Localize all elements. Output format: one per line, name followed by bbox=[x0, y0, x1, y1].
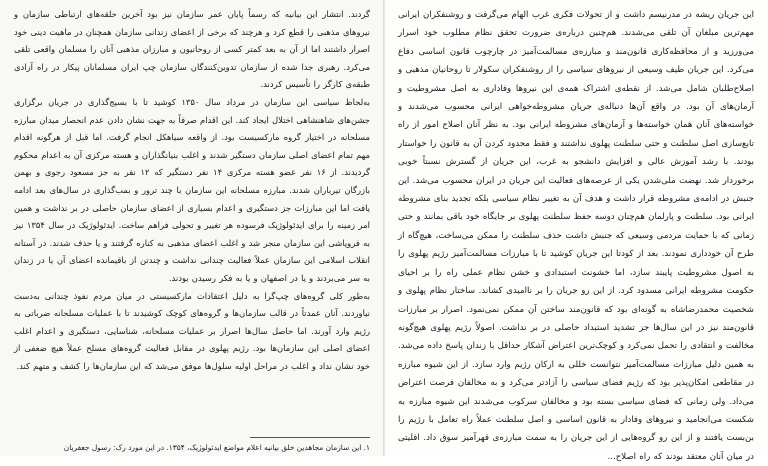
footnote-divider bbox=[250, 437, 370, 438]
footnote: ۱. این سازمان مجاهدین خلق بیانیه اعلام مواضع ایدئولوژیک، ۱۳۵۴. در این مورد رک: رسول جعفریان bbox=[63, 443, 370, 452]
left-page-paragraph-2: به‌لحاظ سیاسی این سازمان در مرداد سال ۱۳۵۰ کوشید تا با بسیج‌گذاری در جریان برگزاری جشن‌های شاهنشاهی اختلال ایجاد کند. این اقدام صرفاً به جهت نشان دادن عدم انحصار میدان مبارزه مسلحانه در اختیار گروه مارکسیست بود. از واقعه سیاهکل انجام گرفت. اما قبل از هرگونه اقدام مهم تمام اعضای اصلی سازمان دستگیر شدند و اغلب بنیانگذاران و هسته مرکزی آن به اعدام محکوم گردیدند. از ۱۶ نفر عضو هسته مرکزی ۱۴ نفر دستگیر که ۱۲ نفر به جز مسعود رجوی و بهمن بازرگان تیرباران شدند. مبارزه مسلحانه این سازمان با چند ترور و بمب‌گذاری در سال‌های بعد ادامه یافت اما این مبارزات جز دستگیری و اعدام بسیاری از اعضای سازمان حاصلی در بر نداشت و همین امر زمینه را برای ایدئولوژیک فرسوده هر تغییر و تحولی فراهم ساخت. ایدئولوژیک در سال ۱۳۵۴ نیز به فروپاشی این سازمان منجر شد و اغلب اعضای مذهبی به کناره گرفتند و یا حذف شدند. در آستانه انقلاب اسلامی این سازمان عملاً فعالیت چندانی نداشت و چندتن از باقیمانده اعضای آن یا در زندان به سر می‌بردند و یا در اصفهان و یا به فکر رسیدن بودند. bbox=[14, 96, 370, 283]
book-gutter bbox=[383, 0, 385, 456]
left-page-paragraph-3: به‌طور کلی گروه‌های چپ‌گرا به دلیل اعتقادات مارکسیستی در میان مردم نفوذ چندانی به‌دست نیاوردند. آنان عمدتاً در قالب سازمان‌ها و گروه‌های کوچک کوشیدند تا با عملیات مسلحانه ضرباتی به رژیم وارد آورند. اما حاصل سال‌ها اصرار بر عملیات مسلحانه، شناسایی، دستگیری و اعدام اغلب اعضای اصلی این سازمان‌ها بود. رژیم پهلوی در مقابل فعالیت گروه‌های مسلح عملاً هیچ ضعفی از خود نشان نداد و اغلب در مراحل اولیه سلول‌ها موفق می‌شد که این سازمان‌ها را کشف و متهم کند. bbox=[14, 290, 370, 371]
right-page bbox=[384, 0, 768, 462]
right-page-paragraph-1: این جریان ریشه در مدرنیسم داشت و از تحولات فکری غرب الهام می‌گرفت و روشنفکران ایرانی مهم‌ترین مبلغان آن تلقی می‌شدند. هم‌چنین درباره‌ی ضرورت تحقق نظام مطلوب خود اسرار می‌ورزید و از محافظه‌کاری قانون‌مند و مبارزه‌ی مسالمت‌آمیز در چارچوب قانون اساسی دفاع می‌کرد. این جریان طیف وسیعی از نیروهای سیاسی را از روشنفکران سکولار تا روحانیان مذهبی و اصلاح‌طلبان شامل می‌شد. از نقطه‌ی اشتراک همه‌ی این نیروها وفاداری به اصل مشروطیت و آرمان‌های آن بود. در واقع آن‌ها دنباله‌ی جریان مشروطه‌خواهی ایرانی محسوب می‌شدند و خواسته‌های آنان همان خواسته‌ها و آرمان‌های مشروطه ایرانی بود. به نظر آنان اصلاح امور از راه تابع‌سازی اصل سلطنت و حتی سلطنت پهلوی نداشتند و فقط محدود کردن آن به قانون را خواستار بودند. با رشد آموزش عالی و افزایش دانشجو به غرب، این جریان از گسترش نسبتاً خوبی برخوردار شد. نهضت ملی‌شدن یکی از عرصه‌های فعالیت این جریان در ایران محسوب می‌شد. این جنبش در ادامه‌ی مشروطه قرار داشت و هدف آن به تغییر نظام سیاسی بلکه تجدید بنای مشروطه ایرانی بود. سلطنت و پارلمان هم‌چنان دوسه حفظ سلطنت پهلوی بر جایگاه خود باقی بمانند و حتی زمانی که با حمایت مردمی وسیعی که جنبش داشت حذف سلطنت را ممکن می‌ساخت، هیچ‌گاه از طرح آن خودداری نمودند. بعد از کودتا این جریان کوشید تا با مبارزات مسالمت‌آمیز رژیم پهلوی را به اصول مشروطیت پایبند سازد، اما خشونت استبدادی و خشن نظام عملی راه را بر احیای حکومت مشروطه ایرانی مسدود کرد. از این رو جریان را بر ناامیدی کشاند. ساختار نظام پهلوی و شخصیت محمدرضاشاه به گونه‌ای بود که قانون‌مند ساختن آن ممکن نمی‌نمود. اصرار بر مبارزات قانون‌مند نیز در این سال‌ها جز تشدید استبداد حاصلی در بر نداشت. اصولاً رژیم پهلوی هیچ‌گونه مخالفت و انتقادی را تحمل نمی‌کرد و کوچک‌ترین اعتراض آشکار حداقل با زندان پاسخ داده می‌شد. به همین دلیل مبارزات مسالمت‌آمیز نتوانست خللی به ارکان رژیم وارد سازد. از این شیوه مبارزه در مقاطعی امکان‌پذیر بود که رژیم فضای سیاسی را آزادتر می‌کرد و به مخالفان فرصت اعتراض می‌داد. ولی زمانی که فضای سیاسی بسته بود و مخالفان سرکوب می‌شدند این شیوه مبارزه به شکست می‌انجامید و نیروهای وفادار به قانون اساسی و اصل سلطنت عملاً راه تعامل با رژیم را بن‌بست یافتند و از این رو گروه‌هایی از این جریان را به سمت مبارزه‌ی قهرآمیز سوق داد. اقلیتی در میان آنان معتقد بودند که راه اصلاح... bbox=[398, 10, 754, 462]
left-page-paragraph-1: گردند. انتشار این بیانیه که رسماً پایان عمر سازمان نیز بود آخرین حلقه‌های ارتباطی سازمان و نیروهای مذهبی را قطع کرد و هرچند که برخی از اعضای زندانی سازمان همچنان در ماهیت دینی خود اصرار داشتند اما از آن به بعد کمتر کسی از روحانیون و مبارزان مذهبی آنان را مسلمان واقعی تلقی می‌کرد. رهبری جدا شده از سازمان تدوین‌کنندگان سازمان چپ ایران مسلمانان پیکار در راه آزادی طبقه‌ی کارگر را تأسیس کردند. bbox=[14, 9, 370, 90]
left-page bbox=[0, 0, 384, 456]
